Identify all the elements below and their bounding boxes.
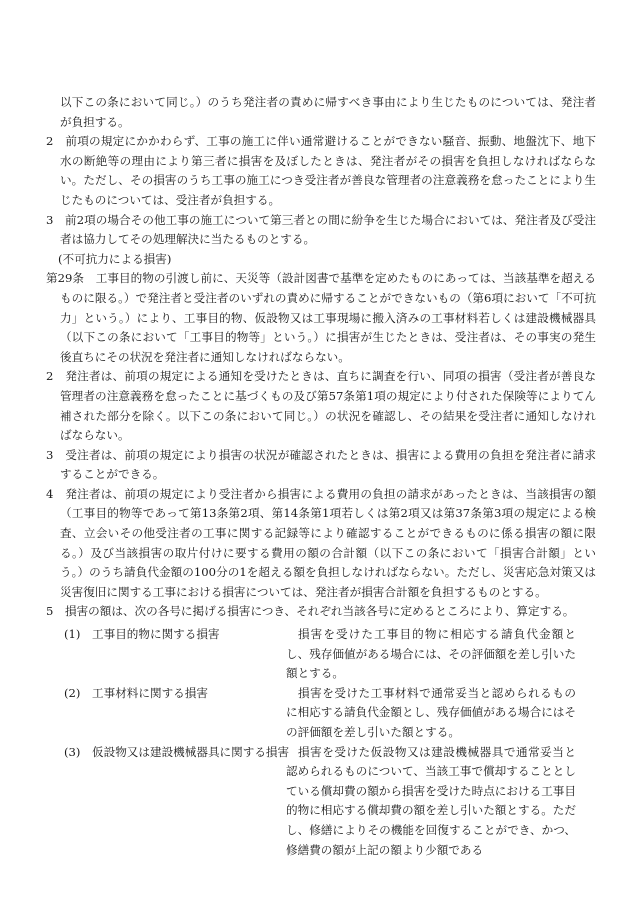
damage-items-table	[64, 625, 596, 860]
art29-paragraph-2: 2 発注者は、前項の規定による通知を受けたときは、直ちに調査を行い、同項の損害（受注者が善良な管理者の注意義務を怠ったことに基づくもの及び第57条第1項の規定により付された保険等によりてん補された部分を除く。以下この条において同じ。）の状況を確認し、その結果を受注者に通知しなければならない。	[46, 369, 596, 443]
damage-item-row	[64, 625, 596, 684]
document-body	[46, 93, 596, 860]
damage-item-row	[64, 743, 596, 861]
art29-paragraph-1: 第29条 工事目的物の引渡し前に、天災等（設計図書で基準を定めたものにあっては、当該基準を超えるものに限る。）で発注者と受注者のいずれの責めに帰することができないもの（第6項において「不可抗力」という。）により、工事目的物、仮設物又は工事現場に搬入済みの工事材料若しくは建設機械器具（以下この条において「工事目的物等」という。）に損害が生じたときは、受注者は、その事実の発生後直ちにその状況を発注者に通知しなければならない。	[46, 271, 596, 364]
damage-item-text: 損害を受けた工事目的物に相応する請負代金額とし、残存価値がある場合には、その評価額を差し引いた額とする。	[286, 627, 576, 681]
continuation-text: 以下この条において同じ。）のうち発注者の責めに帰すべき事由により生じたものについては、発注者が負担する。	[60, 95, 596, 129]
damage-item-label: (1) 工事目的物に関する損害	[64, 627, 220, 642]
damage-item-label: (2) 工事材料に関する損害	[64, 685, 208, 700]
damage-item-row	[64, 684, 596, 743]
art29-paragraph-3: 3 受注者は、前項の規定により損害の状況が確認されたときは、損害による費用の負担を発注者に請求することができる。	[46, 447, 596, 482]
art28-paragraph-2: 2 前項の規定にかかわらず、工事の施工に伴い通常避けることができない騒音、振動、地盤沈下、地下水の断絶等の理由により第三者に損害を及ぼしたときは、発注者がその損害を負担しなければならない。ただし、その損害のうち工事の施工につき受注者が善良な管理者の注意義務を怠ったことにより生じたものについては、受注者が負担する。	[46, 134, 596, 207]
damage-item-label: (3) 仮設物又は建設機械器具に関する損害	[64, 744, 290, 759]
damage-item-text: 損害を受けた工事材料で通常妥当と認められるものに相応する請負代金額とし、残存価値がある場合にはその評価額を差し引いた額とする。	[286, 685, 576, 739]
art29-heading: (不可抗力による損害)	[58, 251, 172, 266]
art28-paragraph-3: 3 前2項の場合その他工事の施工について第三者との間に紛争を生じた場合においては、発注者及び受注者は協力してその処理解決に当たるものとする。	[46, 212, 596, 247]
damage-item-text: 損害を受けた仮設物又は建設機械器具で通常妥当と認められるものについて、当該工事で償却することとしている償却費の額から損害を受けた時点における工事目的物に相応する償却費の額を差し引いた額とする。ただし、修繕によりその機能を回復することができ、かつ、修繕費の額が上記の額より少額である	[286, 744, 576, 857]
art29-paragraph-4: 4 発注者は、前項の規定により受注者から損害による費用の負担の請求があったときは、当該損害の額（工事目的物等であって第13条第2項、第14条第1項若しくは第2項又は第37条第3項の規定による検査、立会いその他受注者の工事に関する記録等により確認することができるものに係る損害の額に限る。）及び当該損害の取片付けに要する費用の額の合計額（以下この条において「損害合計額」という。）のうち請負代金額の100分の1を超える額を負担しなければならない。ただし、災害応急対策又は災害復旧に関する工事における損害については、発注者が損害合計額を負担するものとする。	[46, 486, 596, 599]
art29-paragraph-5: 5 損害の額は、次の各号に掲げる損害につき、それぞれ当該各号に定めるところにより、算定する。	[46, 604, 575, 619]
